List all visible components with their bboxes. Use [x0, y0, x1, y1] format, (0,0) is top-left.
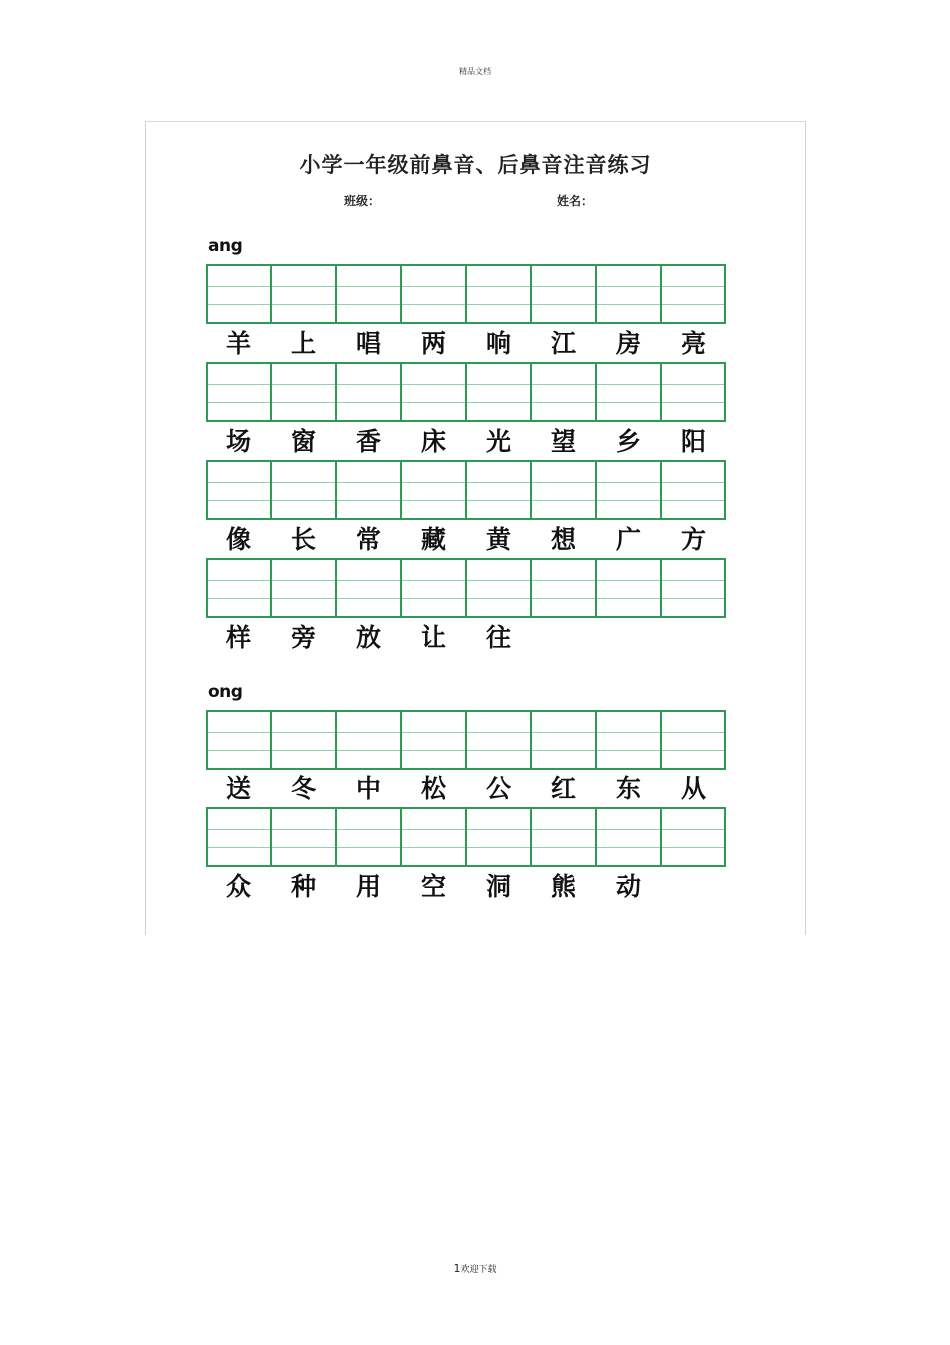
character: 东: [615, 774, 641, 803]
character: 黄: [485, 525, 511, 554]
pinyin-cell[interactable]: [531, 264, 596, 324]
pinyin-cell[interactable]: [466, 710, 531, 770]
pinyin-cell[interactable]: [206, 460, 271, 520]
pinyin-cell[interactable]: [596, 558, 661, 618]
header-note: 精品文档: [459, 67, 491, 76]
pinyin-cell[interactable]: [661, 558, 726, 618]
section-label-ong: ong: [208, 682, 243, 702]
character: 上: [290, 329, 316, 358]
pinyin-cell[interactable]: [596, 264, 661, 324]
pinyin-cell[interactable]: [206, 264, 271, 324]
pinyin-cell[interactable]: [596, 710, 661, 770]
pinyin-cell[interactable]: [336, 460, 401, 520]
footer-text: 欢迎下载: [460, 1265, 497, 1275]
pinyin-cell[interactable]: [466, 807, 531, 867]
character-row: [206, 774, 726, 804]
character: 床: [420, 427, 446, 456]
pinyin-cell[interactable]: [596, 460, 661, 520]
pinyin-cell[interactable]: [466, 264, 531, 324]
pinyin-cell[interactable]: [271, 460, 336, 520]
character: 常: [355, 525, 381, 554]
character: 从: [680, 774, 706, 803]
pinyin-cell[interactable]: [401, 807, 466, 867]
character: 藏: [420, 525, 446, 554]
character: 香: [355, 427, 381, 456]
pinyin-cell[interactable]: [596, 362, 661, 422]
pinyin-cell[interactable]: [401, 362, 466, 422]
pinyin-cell[interactable]: [336, 264, 401, 324]
pinyin-cell[interactable]: [206, 362, 271, 422]
character: 光: [485, 427, 511, 456]
pinyin-cell[interactable]: [401, 460, 466, 520]
pinyin-cell[interactable]: [531, 807, 596, 867]
name-label: 姓名：: [557, 194, 594, 208]
pinyin-cell[interactable]: [206, 558, 271, 618]
pinyin-grid-row[interactable]: [206, 710, 726, 770]
pinyin-cell[interactable]: [336, 807, 401, 867]
character: 江: [550, 329, 576, 358]
character: 广: [615, 525, 641, 554]
section-label-ang: ang: [208, 236, 243, 256]
character: 乡: [615, 427, 641, 456]
character-row: [206, 872, 726, 902]
character: 熊: [550, 872, 576, 901]
pinyin-cell[interactable]: [271, 264, 336, 324]
character-row: [206, 623, 726, 653]
character: 松: [420, 774, 446, 803]
pinyin-cell[interactable]: [531, 710, 596, 770]
pinyin-cell[interactable]: [466, 558, 531, 618]
pinyin-cell[interactable]: [661, 362, 726, 422]
pinyin-cell[interactable]: [206, 710, 271, 770]
pinyin-cell[interactable]: [206, 807, 271, 867]
pinyin-cell[interactable]: [401, 264, 466, 324]
character: 众: [225, 872, 251, 901]
pinyin-cell[interactable]: [466, 460, 531, 520]
pinyin-cell[interactable]: [531, 558, 596, 618]
character: 样: [225, 623, 251, 652]
pinyin-cell[interactable]: [271, 807, 336, 867]
character: 亮: [680, 329, 706, 358]
character: 长: [290, 525, 316, 554]
pinyin-cell[interactable]: [336, 710, 401, 770]
pinyin-cell[interactable]: [271, 362, 336, 422]
character: 响: [485, 329, 511, 358]
pinyin-cell[interactable]: [271, 558, 336, 618]
class-label: 班级：: [344, 194, 381, 208]
pinyin-grid-row[interactable]: [206, 558, 726, 618]
pinyin-grid-row[interactable]: [206, 362, 726, 422]
character-row: [206, 427, 726, 457]
character: 用: [355, 872, 381, 901]
pinyin-cell[interactable]: [401, 710, 466, 770]
character: 方: [680, 525, 706, 554]
page-number: 1: [453, 1262, 461, 1275]
pinyin-cell[interactable]: [661, 264, 726, 324]
pinyin-cell[interactable]: [401, 558, 466, 618]
pinyin-cell[interactable]: [661, 460, 726, 520]
pinyin-cell[interactable]: [336, 558, 401, 618]
character: 场: [225, 427, 251, 456]
character: 空: [420, 872, 446, 901]
character: 让: [420, 623, 446, 652]
pinyin-grid-row[interactable]: [206, 807, 726, 867]
character: 洞: [485, 872, 511, 901]
pinyin-cell[interactable]: [661, 710, 726, 770]
character: 想: [550, 525, 576, 554]
character: 像: [225, 525, 251, 554]
pinyin-cell[interactable]: [596, 807, 661, 867]
character: 阳: [680, 427, 706, 456]
character: 红: [550, 774, 576, 803]
pinyin-cell[interactable]: [531, 460, 596, 520]
character: 唱: [355, 329, 381, 358]
character: 窗: [290, 427, 316, 456]
character: 放: [355, 623, 381, 652]
character: 公: [485, 774, 511, 803]
character: 羊: [225, 329, 251, 358]
character: 旁: [290, 623, 316, 652]
character: 动: [615, 872, 641, 901]
character: 中: [355, 774, 381, 803]
character-row: [206, 329, 726, 359]
worksheet-title: 小学一年级前鼻音、后鼻音注音练习: [299, 152, 652, 177]
pinyin-grid-row[interactable]: [206, 460, 726, 520]
pinyin-cell[interactable]: [466, 362, 531, 422]
character: 房: [615, 329, 641, 358]
character-row: [206, 525, 726, 555]
character: 望: [550, 427, 576, 456]
pinyin-cell[interactable]: [336, 362, 401, 422]
pinyin-grid-row[interactable]: [206, 264, 726, 324]
character: 冬: [290, 774, 316, 803]
pinyin-cell[interactable]: [271, 710, 336, 770]
pinyin-cell[interactable]: [531, 362, 596, 422]
character: 送: [225, 774, 251, 803]
pinyin-cell[interactable]: [661, 807, 726, 867]
character: 往: [485, 623, 511, 652]
page-footer: [0, 1262, 950, 1275]
character: 两: [420, 329, 446, 358]
character: 种: [290, 872, 316, 901]
